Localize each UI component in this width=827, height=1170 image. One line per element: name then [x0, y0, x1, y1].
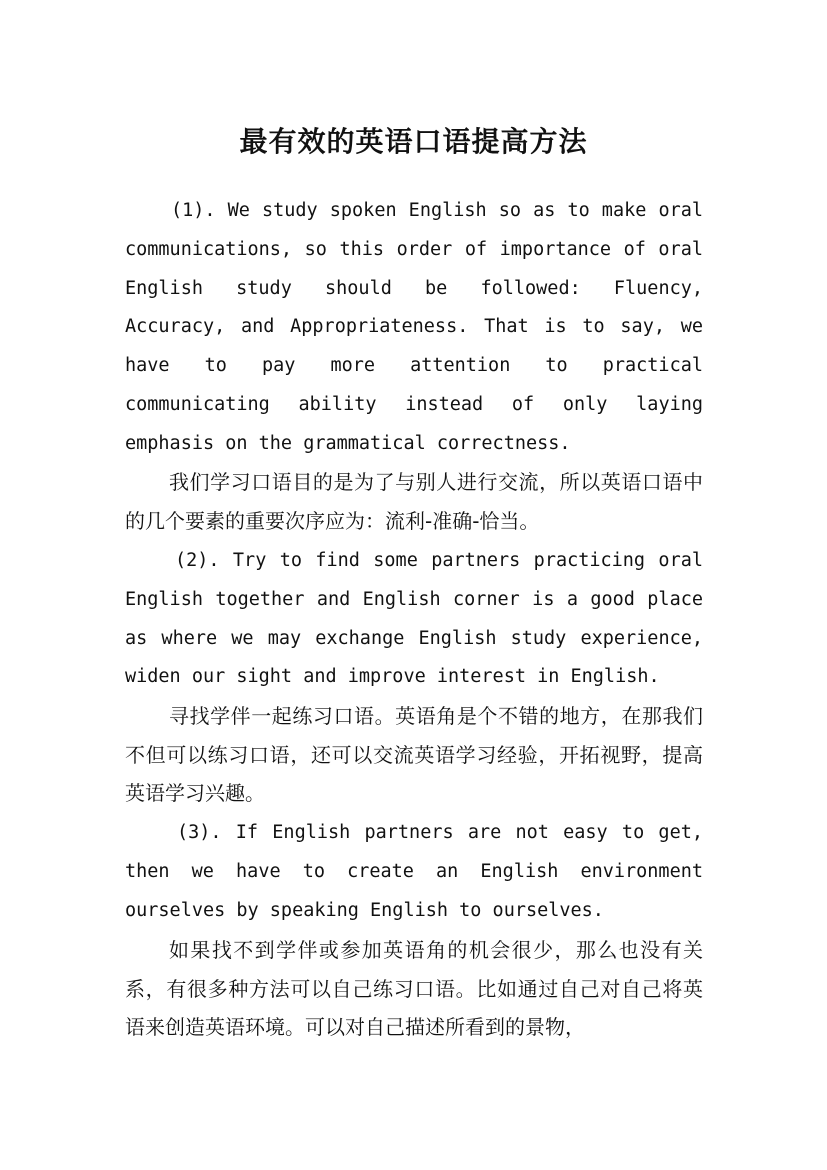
paragraph-1-english: (1). We study spoken English so as to make oral communications, so this order of importance of oral English study should be followed: Fluency, Accuracy, and Appropriateness. That is to say, we have to pay more attention to practical communicating ability instead of only laying emphasis on the grammatical correctness.	[125, 200, 703, 454]
paragraph-1-chinese: 我们学习口语目的是为了与别人进行交流，所以英语口语中的几个要素的重要次序应为：流利-准确-恰当。	[125, 470, 703, 533]
document-title: 最有效的英语口语提高方法	[239, 124, 588, 158]
paragraph-3-english: (3). If English partners are not easy to get, then we have to create an English environment ourselves by speaking English to ourselves.	[125, 822, 703, 921]
paragraph-3-chinese: 如果找不到学伴或参加英语角的机会很少，那么也没有关系，有很多种方法可以自己练习口语。比如通过自己对自己将英语来创造英语环境。可以对自己描述所看到的景物，	[125, 938, 703, 1039]
paragraph-2-english: (2). Try to find some partners practicing oral English together and English corner is a good place as where we may exchange English study experience, widen our sight and improve interest in English.	[125, 550, 703, 688]
paragraph-2-chinese: 寻找学伴一起练习口语。英语角是个不错的地方，在那我们不但可以练习口语，还可以交流英语学习经验，开拓视野，提高英语学习兴趣。	[125, 704, 703, 805]
